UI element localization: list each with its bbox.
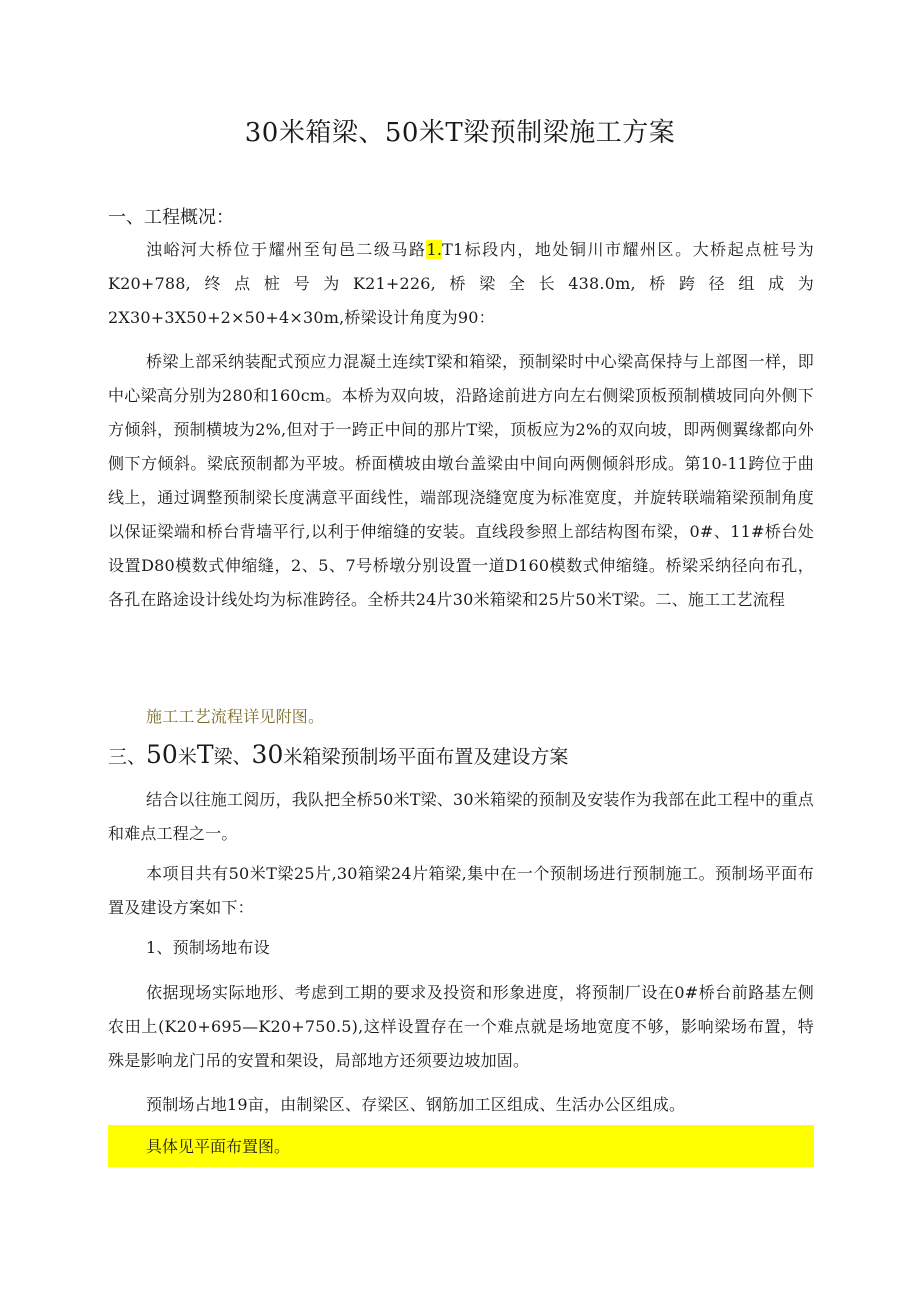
document-title: 30米箱梁、50米T梁预制梁施工方案 xyxy=(244,118,676,148)
yard-paragraph-1: 结合以往施工阅历，我队把全桥50米T梁、30米箱梁的预制及安装作为我部在此工程中的重点和难点工程之一。 xyxy=(108,790,814,843)
heading-prefix: 三、 xyxy=(108,746,147,768)
yard-paragraph-2: 本项目共有50米T梁25片,30箱梁24片箱梁,集中在一个预制场进行预制施工。预制场平面布置及建设方案如下： xyxy=(108,864,814,917)
overview-paragraph-1 xyxy=(108,233,814,335)
section-heading-overview: 一、工程概况： xyxy=(108,207,234,228)
yard-paragraph-4: 预制场占地19亩，由制梁区、存梁区、钢筋加工区组成、生活办公区组成。 xyxy=(146,1095,686,1114)
heading-text-1: 梁、 xyxy=(213,746,252,768)
overview-p1-text-a: 浊峪河大桥位于耀州至旬邑二级马路 xyxy=(146,240,427,259)
highlight-mark: 1. xyxy=(426,240,443,259)
overview-p1-text-b: T1标段内，地处铜川市耀州区。大桥起点桩号为K20+788,终点桩号为K21+226,桥梁全长438.0m,桥跨径组成为2X30+3X50+2×50+4×30m,桥梁设计角度为90： xyxy=(108,240,814,327)
heading-text-2: 米箱梁预制场平面布置及建设方案 xyxy=(283,746,569,768)
heading-num-50: 50 xyxy=(146,740,178,769)
process-flow-note: 施工工艺流程详见附图。 xyxy=(146,707,325,726)
overview-paragraph-2: 桥梁上部采纳装配式预应力混凝土连续T梁和箱梁，预制梁时中心梁高保持与上部图一样，即中心梁高分别为280和160cm。本桥为双向坡，沿路途前进方向左右侧梁顶板预制横坡同向外侧下方倾斜，预制横坡为2%,但对于一跨正中间的那片T梁，顶板应为2%的双向坡，即两侧翼缘都向外侧下方倾斜。梁底预制都为平坡。桥面横坡由墩台盖梁由中间向两侧倾斜形成。第10-11跨位于曲线上，通过调整预制梁长度满意平面线性，端部现浇缝宽度为标准宽度，并旋转联端箱梁预制角度以保证梁端和桥台背墙平行,以利于伸缩缝的安装。直线段参照上部结构图布梁，0#、11#桥台处设置D80模数式伸缩缝，2、5、7号桥墩分别设置一道D160模数式伸缩缝。桥梁采纳径向布孔，各孔在路途设计线处均为标准跨径。全桥共24片30米箱梁和25片50米T梁。二、施工工艺流程 xyxy=(108,352,814,609)
highlight-bar xyxy=(108,1125,814,1167)
subheading-yard-setup: 1、预制场地布设 xyxy=(146,938,270,957)
yard-paragraph-5: 具体见平面布置图。 xyxy=(146,1137,291,1156)
yard-paragraph-3: 依据现场实际地形、考虑到工期的要求及投资和形象进度，将预制厂设在0#桥台前路基左侧农田上(K20+695—K20+750.5),这样设置存在一个难点就是场地宽度不够，影响梁场布置，特殊是影响龙门吊的安置和架设，局部地方还须要边坡加固。 xyxy=(108,983,814,1070)
heading-num-30: 30 xyxy=(251,740,284,769)
section-heading-yard-layout xyxy=(108,740,568,769)
heading-unit-1: 米 xyxy=(177,746,197,768)
heading-letter-t: T xyxy=(196,740,214,769)
